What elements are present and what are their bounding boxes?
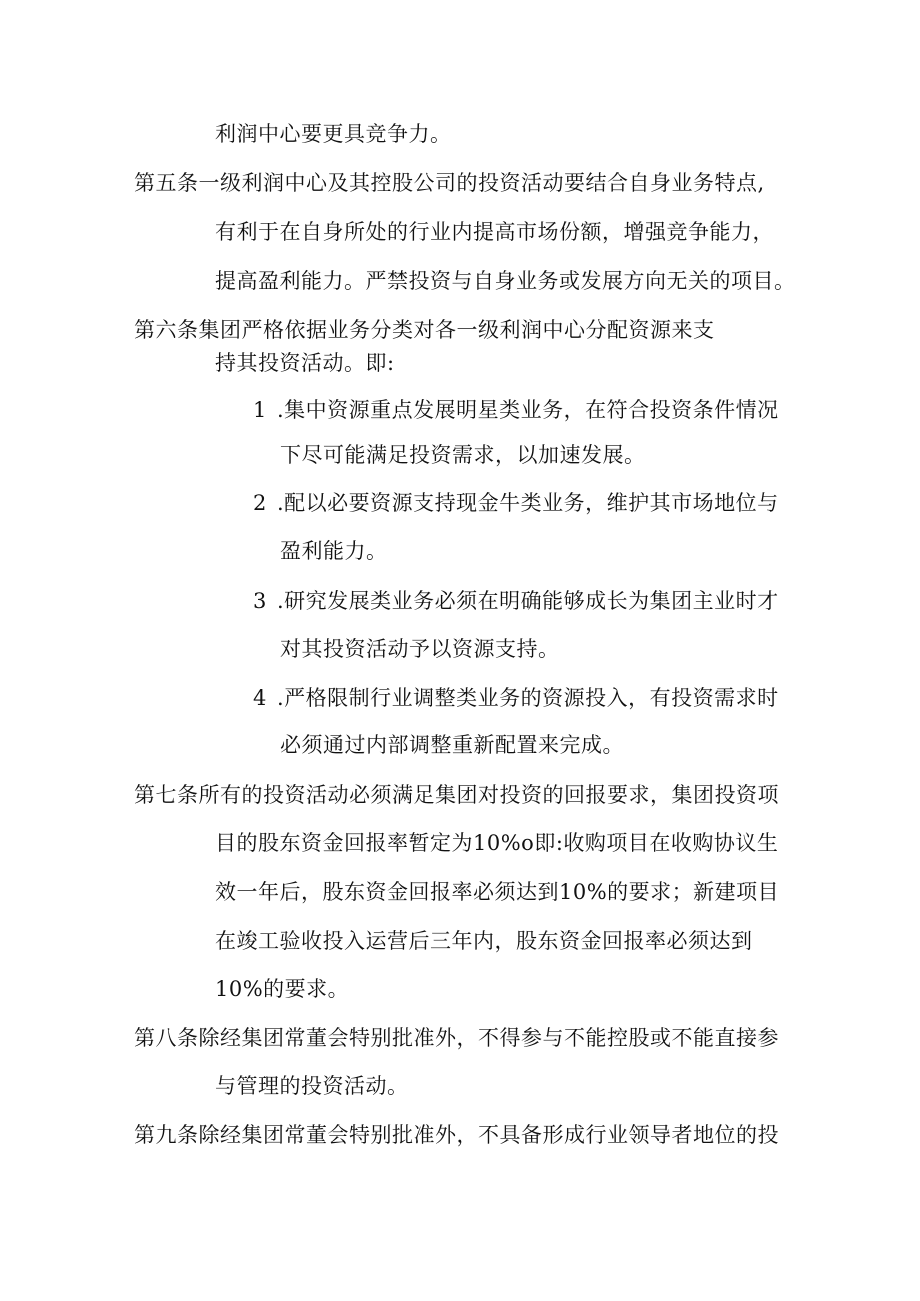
list-item-text: .严格限制行业调整类业务的资源投入，有投资需求时 — [277, 686, 779, 710]
text-line: 与管理的投资活动。 — [215, 1074, 409, 1098]
list-item-number: 1 — [253, 398, 267, 422]
list-item-number: 4 — [253, 686, 267, 710]
article-8-heading-line: 第八条除经集团常董会特别批准外，不得参与不能控股或不能直接参 — [134, 1026, 779, 1050]
text-line: 在竣工验收投入运营后三年内，股东资金回报率必须达到 — [215, 929, 753, 953]
text-line: 利润中心要更具竞争力。 — [215, 122, 452, 146]
text-line: 效一年后，股东资金回报率必须达到10%的要求；新建项目 — [215, 880, 780, 904]
text-line: 持其投资活动。即: — [215, 351, 395, 375]
text-line: 有利于在自身所处的行业内提高市场份额，增强竞争能力， — [215, 220, 774, 244]
text-line: 下尽可能满足投资需求，以加速发展。 — [280, 443, 646, 467]
text-line: 必须通过内部调整重新配置来完成。 — [280, 733, 624, 757]
list-item-text: .集中资源重点发展明星类业务，在符合投资条件情况 — [277, 398, 779, 422]
list-item-number: 2 — [253, 491, 267, 515]
list-item-2 — [253, 489, 779, 517]
text-line: 10%的要求。 — [215, 977, 350, 1001]
article-5-heading-line: 第五条一级利润中心及其控股公司的投资活动要结合自身业务特点, — [134, 171, 765, 195]
article-7-heading-line: 第七条所有的投资活动必须满足集团对投资的回报要求，集团投资项 — [134, 783, 779, 807]
text-line: 目的股东资金回报率暂定为10%o即:收购项目在收购协议生 — [215, 831, 779, 855]
list-item-1 — [253, 396, 779, 424]
article-6-heading-line: 第六条集团严格依据业务分类对各一级利润中心分配资源来支 — [134, 318, 715, 342]
list-item-4 — [253, 684, 779, 712]
list-item-3 — [253, 587, 779, 615]
text-line: 盈利能力。 — [280, 539, 388, 563]
article-9-heading-line: 第九条除经集团常董会特别批准外，不具备形成行业领导者地位的投 — [134, 1123, 779, 1147]
list-item-text: .研究发展类业务必须在明确能够成长为集团主业时才 — [277, 589, 779, 613]
list-item-text: .配以必要资源支持现金牛类业务，维护其市场地位与 — [277, 491, 779, 515]
text-line: 提高盈利能力。严禁投资与自身业务或发展方向无关的项目。 — [215, 269, 796, 293]
list-item-number: 3 — [253, 589, 267, 613]
text-line: 对其投资活动予以资源支持。 — [280, 637, 560, 661]
